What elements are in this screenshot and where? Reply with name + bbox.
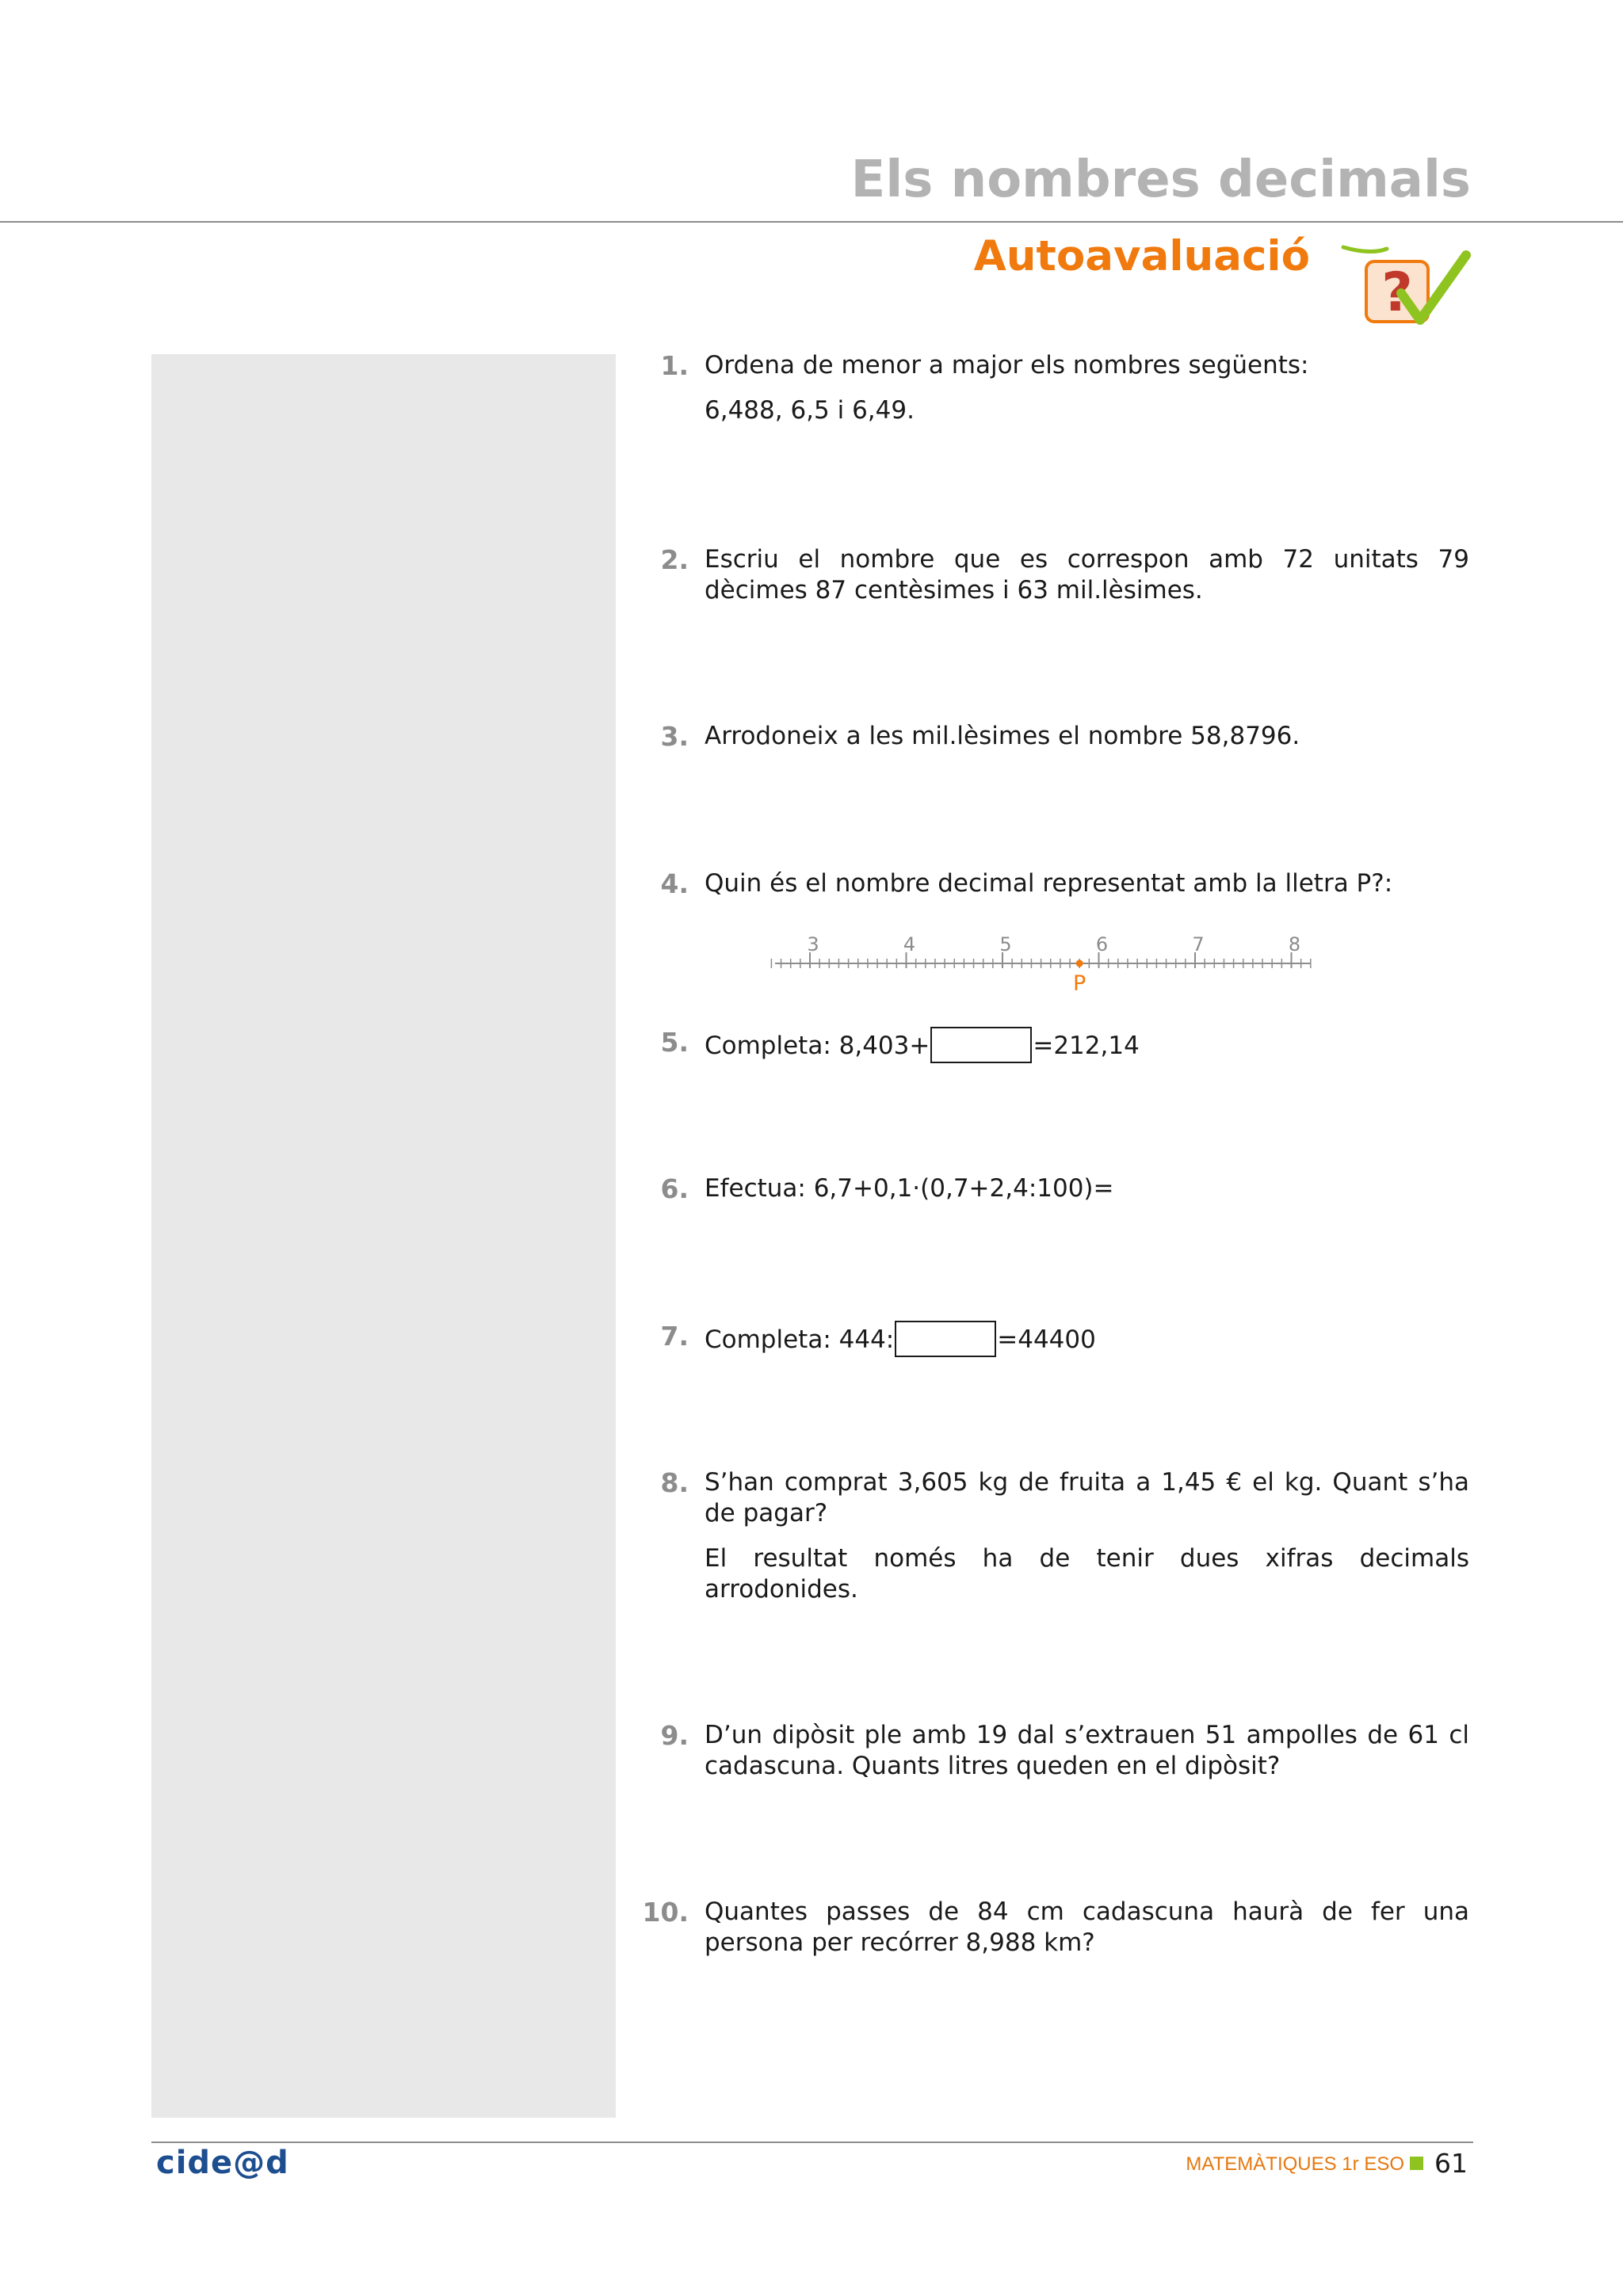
question-7 — [634, 1321, 1469, 1357]
question-text: Ordena de menor a major els nombres següents: — [705, 351, 1309, 379]
svg-text:?: ? — [1381, 261, 1413, 324]
question-2 — [634, 544, 1469, 606]
tick-label: 6 — [1095, 933, 1109, 955]
tick-label: 8 — [1288, 933, 1301, 955]
question-text: El resultat només ha de tenir dues xifras decimals arrodonides. — [705, 1544, 1469, 1604]
question-number: 1. — [660, 350, 689, 381]
tick-label: 5 — [999, 933, 1012, 955]
question-3 — [634, 721, 1469, 752]
answer-box[interactable] — [895, 1321, 996, 1357]
page-title: Els nombres decimals — [850, 151, 1471, 209]
question-4 — [634, 868, 1469, 899]
question-text: Escriu el nombre que es correspon amb 72 unitats 79 dècimes 87 centèsimes i 63 mil.lèsimes. — [705, 545, 1469, 605]
question-number: 7. — [660, 1321, 689, 1352]
question-number: 8. — [660, 1467, 689, 1498]
question-10 — [634, 1897, 1469, 1958]
question-8 — [634, 1467, 1469, 1605]
question-text: Arrodoneix a les mil.lèsimes el nombre 58,8796. — [705, 722, 1300, 750]
page-number: 61 — [1434, 2148, 1468, 2179]
question-1 — [634, 350, 1469, 426]
footer-rule — [151, 2142, 1473, 2143]
question-6 — [634, 1173, 1469, 1204]
question-text: Quantes passes de 84 cm cadascuna haurà de fer una persona per recórrer 8,988 km? — [705, 1897, 1469, 1957]
tick-label: 7 — [1192, 933, 1205, 955]
point-marker — [1076, 960, 1083, 967]
question-text: D’un dipòsit ple amb 19 dal s’extrauen 51 ampolles de 61 cl cadascuna. Quants litres queden en el dipòsit? — [705, 1721, 1469, 1780]
section-title: Autoavaluació — [973, 232, 1310, 280]
question-text: =212,14 — [1033, 1032, 1140, 1060]
question-9 — [634, 1720, 1469, 1782]
answer-box[interactable] — [930, 1027, 1032, 1063]
question-text: Quin és el nombre decimal representat amb la lletra P?: — [705, 869, 1393, 898]
question-text: Completa: 8,403+ — [705, 1032, 930, 1060]
question-check-icon — [1339, 231, 1474, 336]
question-number: 9. — [660, 1720, 689, 1751]
question-text: S’han comprat 3,605 kg de fruita a 1,45 € el kg. Quant s’ha de pagar? — [705, 1468, 1469, 1527]
brand-logo: cide@d — [156, 2145, 289, 2181]
header-rule — [0, 221, 1623, 223]
number-line — [770, 927, 1316, 1002]
tick-label: 4 — [903, 933, 916, 955]
question-number: 5. — [660, 1027, 689, 1058]
course-label: MATEMÀTIQUES 1r ESO — [1186, 2153, 1404, 2175]
question-5 — [634, 1027, 1469, 1063]
question-number: 10. — [642, 1897, 689, 1928]
point-label: P — [1073, 971, 1086, 996]
question-text: =44400 — [997, 1325, 1096, 1354]
question-text: 6,488, 6,5 i 6,49. — [705, 396, 915, 425]
question-number: 2. — [660, 544, 689, 575]
question-text: Completa: 444: — [705, 1325, 895, 1354]
tick-label: 3 — [807, 933, 819, 955]
green-square-icon — [1410, 2157, 1423, 2170]
question-number: 3. — [660, 721, 689, 752]
question-number: 6. — [660, 1173, 689, 1204]
notes-panel — [151, 354, 616, 2118]
question-text: Efectua: 6,7+0,1·(0,7+2,4:100)= — [705, 1174, 1114, 1203]
question-number: 4. — [660, 868, 689, 899]
